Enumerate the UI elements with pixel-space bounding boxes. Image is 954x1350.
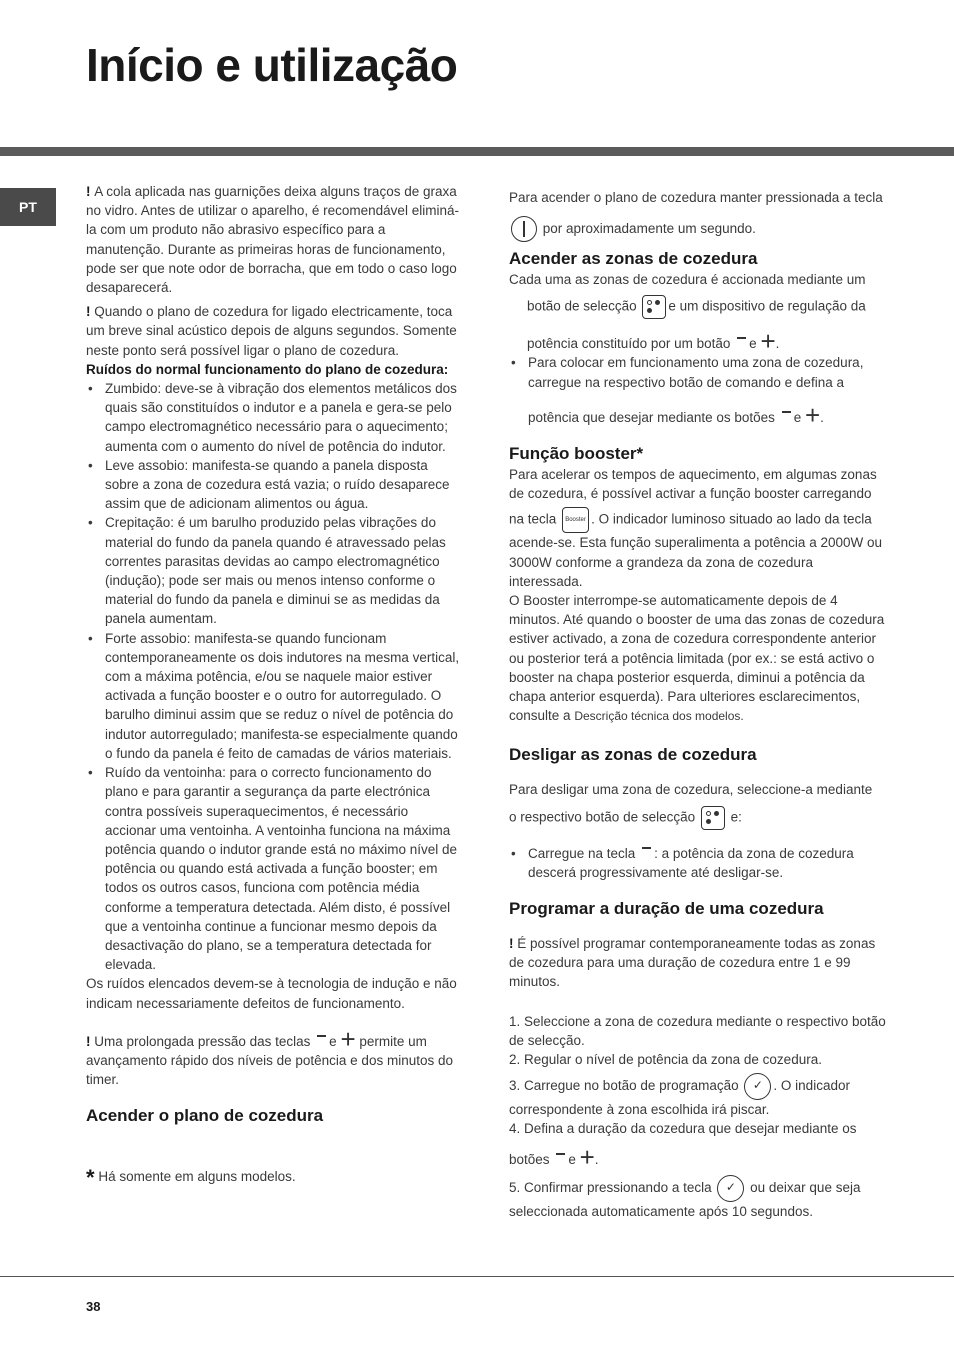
language-tab: PT — [0, 188, 56, 226]
footnote: * Há somente em alguns modelos. — [86, 1165, 296, 1191]
plus-key-icon: + — [804, 399, 821, 430]
zone-select-icon — [701, 806, 725, 830]
heading-turn-off-zones: Desligar as zonas de cozedura — [509, 745, 757, 765]
booster-key-icon: Booster — [562, 507, 589, 533]
page-number: 38 — [86, 1299, 101, 1314]
timer-icon: ✓ — [717, 1175, 744, 1202]
right-column — [509, 182, 887, 1221]
step-4: 4. Defina a duração da cozedura que desejar mediante os — [509, 1121, 857, 1137]
paragraph-long-press: ! Uma prolongada pressão das teclas e + permite um avançamento rápido dos níveis de potência e dos minutos do timer. — [86, 1023, 453, 1088]
paragraph-power-on-note: ! Quando o plano de cozedura for ligado electricamente, toca um breve sinal acústico depois de alguns segundos. Somente neste ponto será possível ligar o plano de cozedura. — [86, 304, 457, 358]
list-item: • Forte assobio: manifesta-se quando funcionam contemporaneamente os dois indutores na mesma vertical, com a máxima potência, e/ou se naquele maior estiver activada a função booster e o outro for autorregulado. O barulho diminui assim que se reduz o nível de potência do indutor autorregulado; manifesta-se especialmente quando o fundo da panela é feito de camadas de vários materiais. — [86, 629, 462, 763]
zones-list — [509, 353, 887, 430]
paragraph-glue-note: ! A cola aplicada nas guarnições deixa alguns traços de graxa no vidro. Antes de utilizar o aparelho, é recomendável eliminá-la com um produto não abrasivo específico para a manutenção. Durante as primeiras horas de funcionamento, pode ser que note odor de borracha, que em todo o caso logo desaparecerá. — [86, 184, 459, 296]
step-2: 2. Regular o nível de potência da zona de cozedura. — [509, 1052, 822, 1068]
zones-line-2: botão de selecção e um dispositivo de regulação da — [509, 295, 887, 319]
plus-key-icon: + — [579, 1141, 595, 1172]
step-1: 1. Seleccione a zona de cozedura mediante o respectivo botão de selecção. — [509, 1013, 886, 1048]
zones-line-1: Cada uma as zonas de cozedura é accionada mediante um — [509, 272, 866, 287]
step-5: 5. Confirmar pressionando a tecla ✓ ou deixar que seja seleccionada automaticamente após 10 segundos. — [509, 1175, 887, 1221]
booster-line-1: Para acelerar os tempos de aquecimento, em algumas zonas de cozedura, é possível activar a função booster carregando — [509, 467, 877, 502]
noise-heading: Ruídos do normal funcionamento do plano de cozedura: — [86, 361, 449, 377]
step-3: 3. Carregue no botão de programação ✓ . O indicador correspondente à zona escolhida irá piscar. — [509, 1073, 887, 1119]
plus-key-icon: + — [340, 1023, 356, 1054]
zone-select-icon — [642, 295, 666, 319]
footer-rule — [0, 1276, 954, 1277]
heading-booster: Função booster* — [509, 444, 644, 464]
heading-program-duration: Programar a duração de uma cozedura — [509, 899, 824, 919]
power-icon — [511, 216, 537, 242]
noise-conclusion: Os ruídos elencados devem-se à tecnologia de indução e não indicam necessariamente defeitos de funcionamento. — [86, 976, 457, 1011]
minus-key-icon — [737, 337, 746, 339]
minus-key-icon — [642, 847, 651, 849]
booster-line-2: na tecla Booster . O indicador luminoso situado ao lado da tecla acende-se. Esta função superalimenta a potência a 2000W ou 3000W conforme a grandeza da zona de cozedura interessada. — [509, 507, 887, 591]
turn-off-list — [509, 844, 887, 882]
turn-off-line-2: o respectivo botão de selecção e: — [509, 806, 887, 830]
list-item: • Leve assobio: manifesta-se quando a panela disposta sobre a zona de cozedura está vazia; o ruído desaparece assim que de adicionam alimentos ou água. — [86, 456, 462, 514]
header-rule — [0, 147, 954, 156]
list-item: • Crepitação: é um barulho produzido pelas vibrações do material do fundo da panela quando é atravessado pelas correntes parasitas devidas ao campo electromagnético (indução); pode ser mais ou menos intenso conforme o material do fundo da panela e diminui se as medidas da panela aumentam. — [86, 513, 462, 628]
booster-line-3: O Booster interrompe-se automaticamente depois de 4 minutos. Até quando o booster de uma das zonas de cozedura estiver activado, a zona de cozedura correspondente anterior ou posterior terá a potência limitada (por ex.: se está activo o booster na chapa posterior esquerda, diminui a potência da chapa anterior esquerda). Para ulteriores esclarecimentos, consulte a Descrição técnica dos modelos. — [509, 593, 885, 724]
list-item: • Carregue na tecla : a potência da zona de cozedura descerá progressivamente até desligar-se. — [509, 844, 887, 882]
left-column — [86, 182, 462, 1191]
timer-icon: ✓ — [744, 1073, 771, 1100]
plus-key-icon: + — [760, 326, 776, 357]
zones-line-3: potência constituído por um botão e +. — [527, 326, 780, 357]
list-item: • Zumbido: deve-se à vibração dos elementos metálicos dos quais são constituídos o indutor e a panela e gera-se pelo campo electromagnético necessário para o aquecimento; aumenta com o aumento do nível de potência do indutor. — [86, 379, 462, 456]
program-note: ! É possível programar contemporaneamente todas as zonas de cozedura para uma duração de cozedura entre 1 e 99 minutos. — [509, 936, 876, 990]
page-title: Início e utilização — [86, 39, 458, 91]
noise-list — [86, 379, 462, 974]
list-item: • Ruído da ventoinha: para o correcto funcionamento do plano e para garantir a segurança da parte electrónica contra possíveis superaquecimentos, é necessário accionar uma ventoinha. A ventoinha funciona na máxima potência quando o indutor grande está no máximo nível de potência ou quando está activada a função booster; em todos os outros casos, funciona com potência média conforme a temperatura detectada. Além disto, é possível que a ventoinha continue a funcionar mesmo depois da desactivação do plano, se a temperatura detectada for elevada. — [86, 763, 462, 974]
asterisk-icon: * — [86, 1165, 95, 1191]
heading-turn-on-hob: Acender o plano de cozedura — [86, 1106, 324, 1126]
minus-key-icon — [782, 411, 791, 413]
heading-turn-on-zones: Acender as zonas de cozedura — [509, 249, 758, 268]
minus-key-icon — [317, 1035, 326, 1037]
step-4-keys: botões e +. — [509, 1141, 599, 1172]
minus-key-icon — [556, 1153, 565, 1155]
turn-off-line-1: Para desligar uma zona de cozedura, seleccione-a mediante — [509, 782, 873, 798]
list-item: • Para colocar em funcionamento uma zona de cozedura, carregue na respectivo botão de comando e defina a potência que desejar mediante os botões e +. — [509, 353, 887, 427]
paragraph-turn-on: Para acender o plano de cozedura manter pressionada a tecla por aproximadamente um segundo. — [509, 182, 887, 244]
